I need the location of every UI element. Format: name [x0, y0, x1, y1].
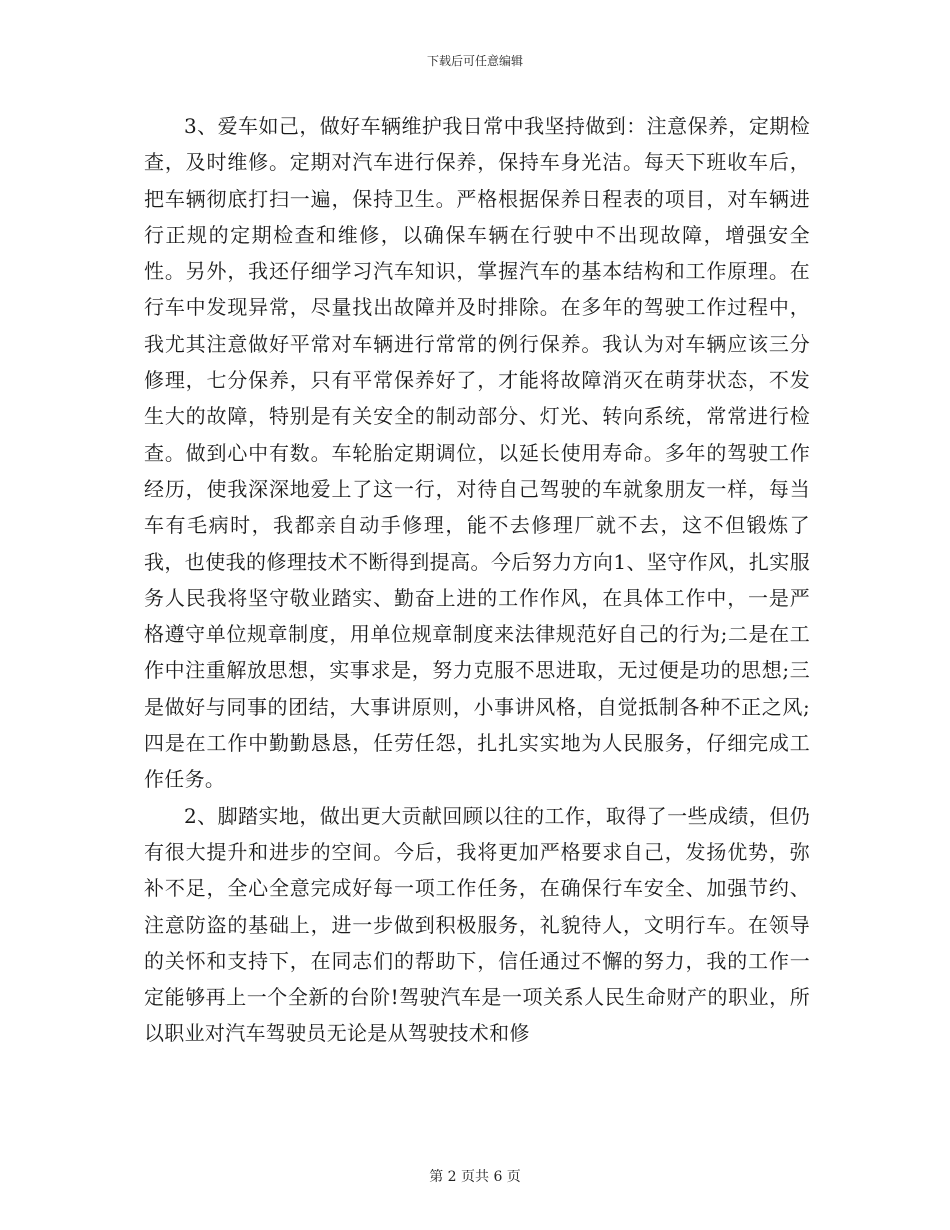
- paragraph-section-2: 2、脚踏实地，做出更大贡献回顾以往的工作，取得了一些成绩，但仍有很大提升和进步的空间。今后，我将更加严格要求自己，发扬优势，弥补不足，全心全意完成好每一项工作任务，在确保行车安全、加强节约、注意防盗的基础上，进一步做到积极服务，礼貌待人，文明行车。在领导的关怀和支持下，在同志们的帮助下，信任通过不懈的努力，我的工作一定能够再上一个全新的台阶!驾驶汽车是一项关系人民生命财产的职业，所以职业对汽车驾驶员无论是从驾驶技术和修: [144, 803, 810, 1046]
- document-body: [144, 108, 810, 1052]
- paragraph-section-3: 3、爱车如己，做好车辆维护我日常中我坚持做到：注意保养，定期检查，及时维修。定期对汽车进行保养，保持车身光洁。每天下班收车后，把车辆彻底打扫一遍，保持卫生。严格根据保养日程表的项目，对车辆进行正规的定期检查和维修，以确保车辆在行驶中不出现故障，增强安全性。另外，我还仔细学习汽车知识，掌握汽车的基本结构和工作原理。在行车中发现异常，尽量找出故障并及时排除。在多年的驾驶工作过程中，我尤其注意做好平常对车辆进行常常的例行保养。我认为对车辆应该三分修理，七分保养，只有平常保养好了，才能将故障消灭在萌芽状态，不发生大的故障，特别是有关安全的制动部分、灯光、转向系统，常常进行检查。做到心中有数。车轮胎定期调位，以延长使用寿命。多年的驾驶工作经历，使我深深地爱上了这一行，对待自己驾驶的车就象朋友一样，每当车有毛病时，我都亲自动手修理，能不去修理厂就不去，这不但锻炼了我，也使我的修理技术不断得到提高。今后努力方向1、坚守作风，扎实服务人民我将坚守敬业踏实、勤奋上进的工作作风，在具体工作中，一是严格遵守单位规章制度，用单位规章制度来法律规范好自己的行为;二是在工作中注重解放思想，实事求是，努力克服不思进取，无过便是功的思想;三是做好与同事的团结，大事讲原则，小事讲风格，自觉抵制各种不正之风;四是在工作中勤勤恳恳，任劳任怨，扎扎实实地为人民服务，仔细完成工作任务。: [144, 114, 810, 792]
- page-header: 下载后可任意编辑: [426, 54, 523, 68]
- page-footer-page-number: 第 2 页共 6 页: [429, 1169, 521, 1185]
